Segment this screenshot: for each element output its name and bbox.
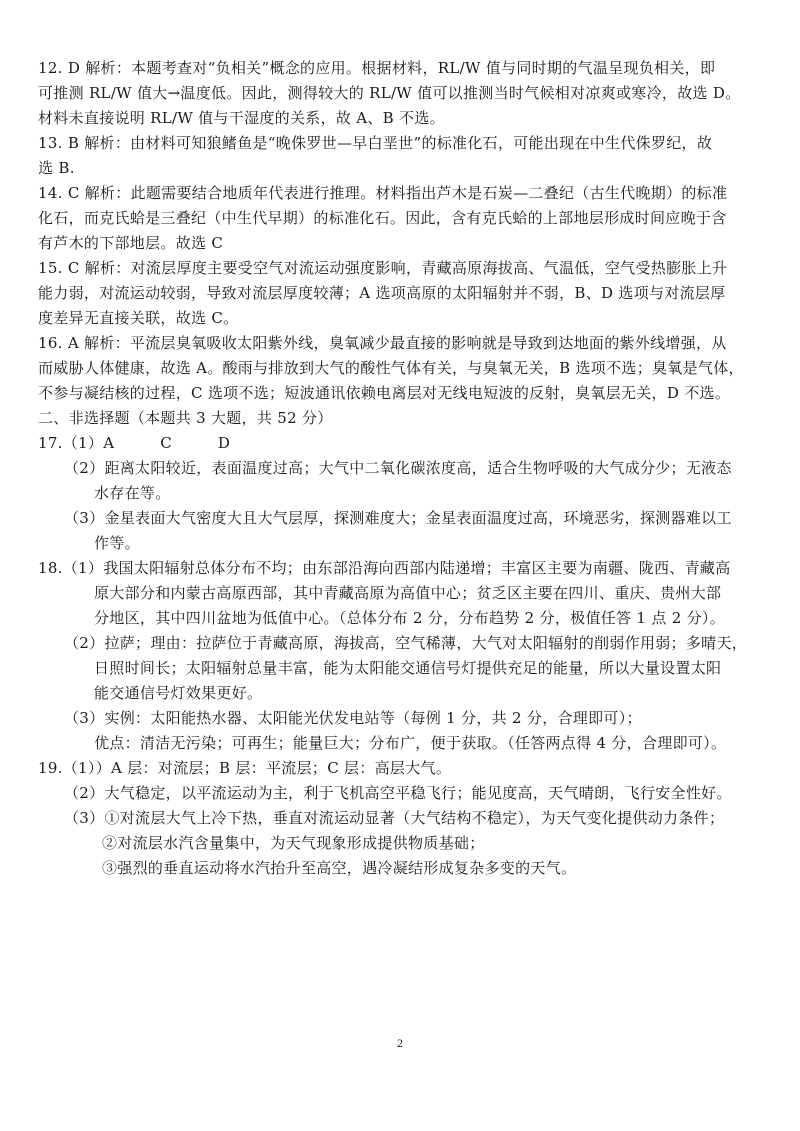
text-line: （2）拉萨；理由：拉萨位于青藏高原，海拔高，空气稀薄，大气对太阳辐射的削弱作用弱；多晴天，: [64, 634, 748, 652]
text-line: 原大部分和内蒙古高原西部，其中青藏高原为高值中心；贫乏区主要在四川、重庆、贵州大部: [94, 584, 722, 602]
text-line: （3）①对流层大气上冷下热，垂直对流运动显著（大气结构不稳定），为天气变化提供动力条件；: [64, 809, 725, 827]
text-line: 水存在等。: [94, 484, 171, 502]
text-line: （2）大气稳定，以平流运动为主，利于飞机高空平稳飞行；能见度高，天气晴朗，飞行安全性好。: [64, 784, 732, 802]
text-line: （2）距离太阳较近，表面温度过高；大气中二氧化碳浓度高，适合生物呼吸的大气成分少；无液态: [64, 459, 732, 477]
text-line: ③强烈的垂直运动将水汽抬升至高空，遇冷凝结形成复杂多变的天气。: [102, 859, 577, 877]
text-line: 能交通信号灯效果更好。: [94, 684, 263, 702]
text-line: 可推测 RL/W 值大→温度低。因此，测得较大的 RL/W 值可以推测当时气候相对凉爽或寒冷，故选 D。: [38, 84, 741, 102]
text-line: 有芦木的下部地层。故选 C: [38, 234, 224, 252]
text-line: 不参与凝结核的过程，C 选项不选；短波通讯依赖电离层对无线电短波的反射，臭氧层无关，D 不选。: [38, 384, 731, 402]
page-number: 2: [397, 1036, 403, 1050]
text-line: 18.（1）我国太阳辐射总体分布不均；由东部沿海向西部内陆递增；丰富区主要为南疆、陇西、青藏高: [38, 559, 731, 577]
text-line: 材料未直接说明 RL/W 值与干湿度的关系，故 A、B 不选。: [38, 109, 445, 127]
text-line: 而威胁人体健康，故选 A。酸雨与排放到大气的酸性气体有关，与臭氧无关，B 选项不选；臭氧是气体，: [38, 359, 744, 377]
text-line: 化石，而克氏蛤是三叠纪（中生代早期）的标准化石。因此，含有克氏蛤的上部地层形成时间应晚于含: [38, 209, 727, 227]
text-line: 分地区，其中四川盆地为低值中心。（总体分布 2 分，分布趋势 2 分，极值任答 1 点 2 分）。: [94, 609, 726, 627]
text-line: 度差异无直接关联，故选 C。: [38, 309, 239, 327]
answer-document: [38, 56, 768, 881]
text-line: （3）实例：太阳能热水器、太阳能光伏发电站等（每例 1 分，共 2 分，合理即可）；: [64, 709, 642, 727]
text-line: 19.（1））A 层：对流层；B 层：平流层；C 层：高层大气。: [38, 759, 452, 777]
text-line: 12. D 解析：本题考查对“负相关”概念的应用。根据材料，RL/W 值与同时期的气温呈现负相关，即: [38, 59, 716, 77]
text-line: 16. A 解析：平流层臭氧吸收太阳紫外线，臭氧减少最直接的影响就是导致到达地面的紫外线增强，从: [38, 334, 727, 352]
text-line: 作等。: [94, 534, 140, 552]
text-line: ②对流层水汽含量集中，为天气现象形成提供物质基础；: [102, 834, 485, 852]
text-line: （3）金星表面大气密度大且大气层厚，探测难度大；金星表面温度过高，环境恶劣，探测器难以工: [64, 509, 732, 527]
text-line: 14. C 解析：此题需要结合地质年代表进行推理。材料指出芦木是石炭—二叠纪（古生代晚期）的标准: [38, 184, 728, 202]
text-line: 日照时间长；太阳辐射总量丰富，能为太阳能交通信号灯提供充足的能量，所以大量设置太阳: [94, 659, 722, 677]
text-line: 17.（1）A C D: [38, 434, 231, 452]
text-line: 选 B.: [38, 159, 75, 177]
text-line: 优点：清洁无污染；可再生；能量巨大；分布广，便于获取。（任答两点得 4 分，合理即可）。: [94, 734, 727, 752]
text-line: 二、非选择题（本题共 3 大题，共 52 分）: [38, 409, 333, 427]
text-line: 15. C 解析：对流层厚度主要受空气对流运动强度影响，青藏高原海拔高、气温低，空气受热膨胀上升: [38, 259, 728, 277]
text-line: 能力弱，对流运动较弱，导致对流层厚度较薄；A 选项高原的太阳辐射并不弱，B、D 选项与对流层厚: [38, 284, 726, 302]
text-line: 13. B 解析：由材料可知狼鳍鱼是“晚侏罗世—早白垩世”的标准化石，可能出现在中生代侏罗纪，故: [38, 134, 713, 152]
